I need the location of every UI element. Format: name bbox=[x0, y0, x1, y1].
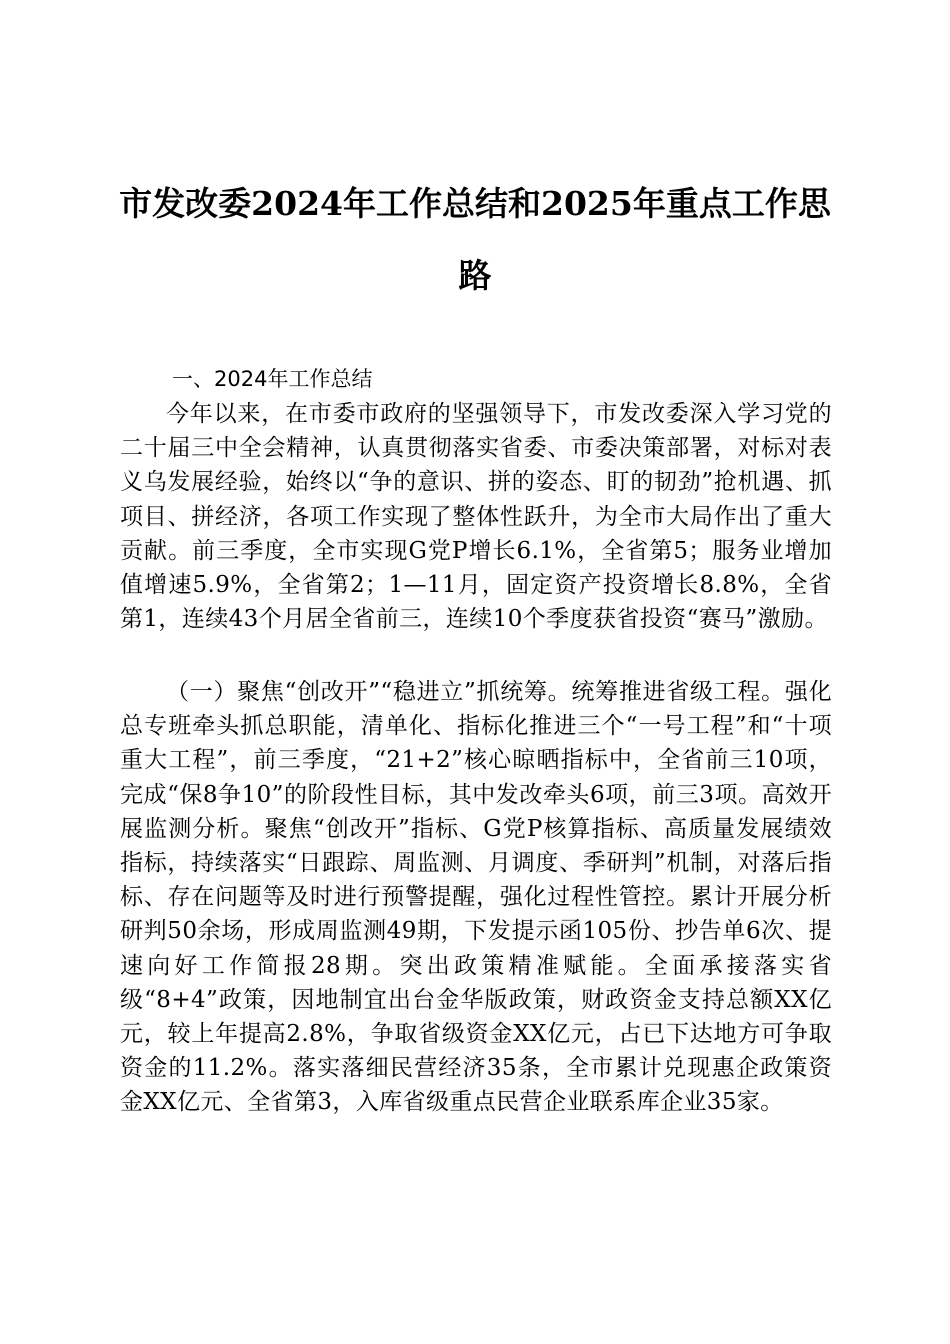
paragraph-coordination bbox=[120, 675, 832, 1120]
section-heading-2024-summary: 一、2024年工作总结 bbox=[172, 367, 373, 391]
paragraph-lead-heading: （一）聚焦“创改开”“稳进立”抓统筹。 bbox=[166, 679, 572, 705]
paragraph-overview: 今年以来，在市委市政府的坚强领导下，市发改委深入学习党的二十届三中全会精神，认真贯彻落实省委、市委决策部署，对标对表义乌发展经验，始终以“争的意识、拼的姿态、盯的韧劲”抢机遇、抓项目、拼经济，各项工作实现了整体性跃升，为全市大局作出了重大贡献。前三季度，全市实现G党P增长6.1%，全省第5；服务业增加值增速5.9%，全省第2；1—11月，固定资产投资增长8.8%，全省第1，连续43个月居全省前三，连续10个季度获省投资“赛马”激励。 bbox=[120, 401, 832, 633]
document-title: 市发改委2024年工作总结和2025年重点工作思路 bbox=[119, 184, 831, 295]
paragraph-body: 统筹推进省级工程。强化总专班牵头抓总职能，清单化、指标化推进三个“一号工程”和“十项重大工程”，前三季度，“21+2”核心晾晒指标中，全省前三10项，完成“保8争10”的阶段性目标，其中发改牵头6项，前三3项。高效开展监测分析。聚焦“创改开”指标、G党P核算指标、高质量发展绩效指标，持续落实“日跟踪、周监测、月调度、季研判”机制，对落后指标、存在问题等及时进行预警提醒，强化过程性管控。累计开展分析研判50余场，形成周监测49期，下发提示函105份、抄告单6次、提速向好工作简报28期。突出政策精准赋能。全面承接落实省级“8+4”政策，因地制宜出台金华版政策，财政资金支持总额XX亿元，较上年提高2.8%，争取省级资金XX亿元，占已下达地方可争取资金的11.2%。落实落细民营经济35条，全市累计兑现惠企政策资金XX亿元、全省第3，入库省级重点民营企业联系库企业35家。 bbox=[120, 679, 832, 1116]
